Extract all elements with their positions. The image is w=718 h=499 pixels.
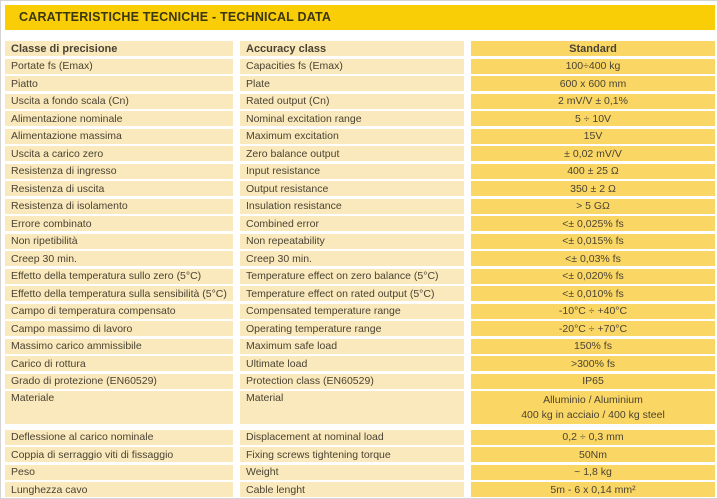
table-row [5, 356, 715, 371]
spec-value: 50Nm [471, 447, 715, 462]
table-row [5, 447, 715, 462]
header-label-en: Accuracy class [240, 41, 464, 56]
spec-value: 350 ± 2 Ω [471, 181, 715, 196]
table-row [5, 482, 715, 497]
table-row [5, 76, 715, 91]
table-row [5, 199, 715, 214]
spec-label-it: Lunghezza cavo [5, 482, 233, 497]
spec-label-it: Resistenza di isolamento [5, 199, 233, 214]
table-row [5, 111, 715, 126]
table-row [5, 216, 715, 231]
table-row [5, 286, 715, 301]
table-row-material [5, 391, 715, 424]
header-label-standard: Standard [471, 41, 715, 56]
spec-label-it: Piatto [5, 76, 233, 91]
spec-label-it: Materiale [5, 391, 233, 424]
table-row [5, 269, 715, 284]
page-title: CARATTERISTICHE TECNICHE - TECHNICAL DATA [5, 5, 715, 30]
spec-label-it: Uscita a fondo scala (Cn) [5, 94, 233, 109]
spec-label-it: Deflessione al carico nominale [5, 430, 233, 445]
table-row [5, 146, 715, 161]
spec-value: 600 x 600 mm [471, 76, 715, 91]
table-header-row [5, 41, 715, 56]
spec-label-it: Alimentazione nominale [5, 111, 233, 126]
spec-value: ~ 1,8 kg [471, 465, 715, 480]
spec-label-it: Creep 30 min. [5, 251, 233, 266]
spec-label-en: Input resistance [240, 164, 464, 179]
spec-label-en: Combined error [240, 216, 464, 231]
spec-label-en: Protection class (EN60529) [240, 374, 464, 389]
spec-label-it: Massimo carico ammissibile [5, 339, 233, 354]
spec-value-line2: 400 kg in acciaio / 400 kg steel [521, 408, 665, 421]
table-row [5, 234, 715, 249]
spec-value: <± 0,020% fs [471, 269, 715, 284]
table-row [5, 374, 715, 389]
spec-label-it: Uscita a carico zero [5, 146, 233, 161]
spec-label-en: Non repeatability [240, 234, 464, 249]
spec-label-it: Resistenza di uscita [5, 181, 233, 196]
table-row [5, 94, 715, 109]
spec-label-it: Portate fs (Emax) [5, 59, 233, 74]
table-row [5, 181, 715, 196]
spec-label-en: Maximum safe load [240, 339, 464, 354]
spec-label-en: Nominal excitation range [240, 111, 464, 126]
spec-label-it: Effetto della temperatura sullo zero (5°C) [5, 269, 233, 284]
table-row [5, 430, 715, 445]
spec-label-en: Rated output (Cn) [240, 94, 464, 109]
spec-value: >300% fs [471, 356, 715, 371]
spec-value: -20°C ÷ +70°C [471, 321, 715, 336]
spec-label-en: Maximum excitation [240, 129, 464, 144]
spec-label-it: Carico di rottura [5, 356, 233, 371]
spec-label-it: Campo di temperatura compensato [5, 304, 233, 319]
spec-label-en: Creep 30 min. [240, 251, 464, 266]
spec-value: -10°C ÷ +40°C [471, 304, 715, 319]
spec-label-it: Non ripetibilità [5, 234, 233, 249]
spec-label-it: Peso [5, 465, 233, 480]
spec-label-it: Alimentazione massima [5, 129, 233, 144]
spec-value: 15V [471, 129, 715, 144]
spec-value: 150% fs [471, 339, 715, 354]
spec-label-en: Material [240, 391, 464, 424]
table-row [5, 465, 715, 480]
spec-label-it: Resistenza di ingresso [5, 164, 233, 179]
spec-value-line1: Alluminio / Aluminium [543, 393, 643, 406]
table-row [5, 321, 715, 336]
table-row [5, 339, 715, 354]
spec-value: 2 mV/V ± 0,1% [471, 94, 715, 109]
spec-value: ± 0,02 mV/V [471, 146, 715, 161]
spec-value: 0,2 ÷ 0,3 mm [471, 430, 715, 445]
spec-label-en: Cable lenght [240, 482, 464, 497]
spec-label-en: Insulation resistance [240, 199, 464, 214]
spec-label-en: Weight [240, 465, 464, 480]
spec-value: 5m - 6 x 0,14 mm² [471, 482, 715, 497]
spec-label-it: Effetto della temperatura sulla sensibilità (5°C) [5, 286, 233, 301]
spec-value: > 5 GΩ [471, 199, 715, 214]
spec-value: <± 0,025% fs [471, 216, 715, 231]
spec-value: <± 0,010% fs [471, 286, 715, 301]
spec-label-en: Plate [240, 76, 464, 91]
table-row [5, 304, 715, 319]
spec-label-it: Campo massimo di lavoro [5, 321, 233, 336]
spec-value: 100÷400 kg [471, 59, 715, 74]
header-label-it: Classe di precisione [5, 41, 233, 56]
table-row [5, 164, 715, 179]
spec-label-en: Compensated temperature range [240, 304, 464, 319]
spec-label-en: Zero balance output [240, 146, 464, 161]
spec-value [471, 391, 715, 424]
spec-label-en: Output resistance [240, 181, 464, 196]
spec-label-en: Fixing screws tightening torque [240, 447, 464, 462]
spec-label-en: Temperature effect on rated output (5°C) [240, 286, 464, 301]
spec-label-it: Coppia di serraggio viti di fissaggio [5, 447, 233, 462]
spec-value: IP65 [471, 374, 715, 389]
table-row [5, 251, 715, 266]
table-row [5, 129, 715, 144]
spec-value: <± 0,015% fs [471, 234, 715, 249]
spec-value: 5 ÷ 10V [471, 111, 715, 126]
spec-label-en: Operating temperature range [240, 321, 464, 336]
table-row [5, 59, 715, 74]
spec-value: 400 ± 25 Ω [471, 164, 715, 179]
technical-data-table [5, 41, 715, 497]
spec-value: <± 0,03% fs [471, 251, 715, 266]
spec-label-en: Displacement at nominal load [240, 430, 464, 445]
spec-label-it: Errore combinato [5, 216, 233, 231]
spec-label-en: Capacities fs (Emax) [240, 59, 464, 74]
spec-label-it: Grado di protezione (EN60529) [5, 374, 233, 389]
spec-label-en: Temperature effect on zero balance (5°C) [240, 269, 464, 284]
spec-label-en: Ultimate load [240, 356, 464, 371]
